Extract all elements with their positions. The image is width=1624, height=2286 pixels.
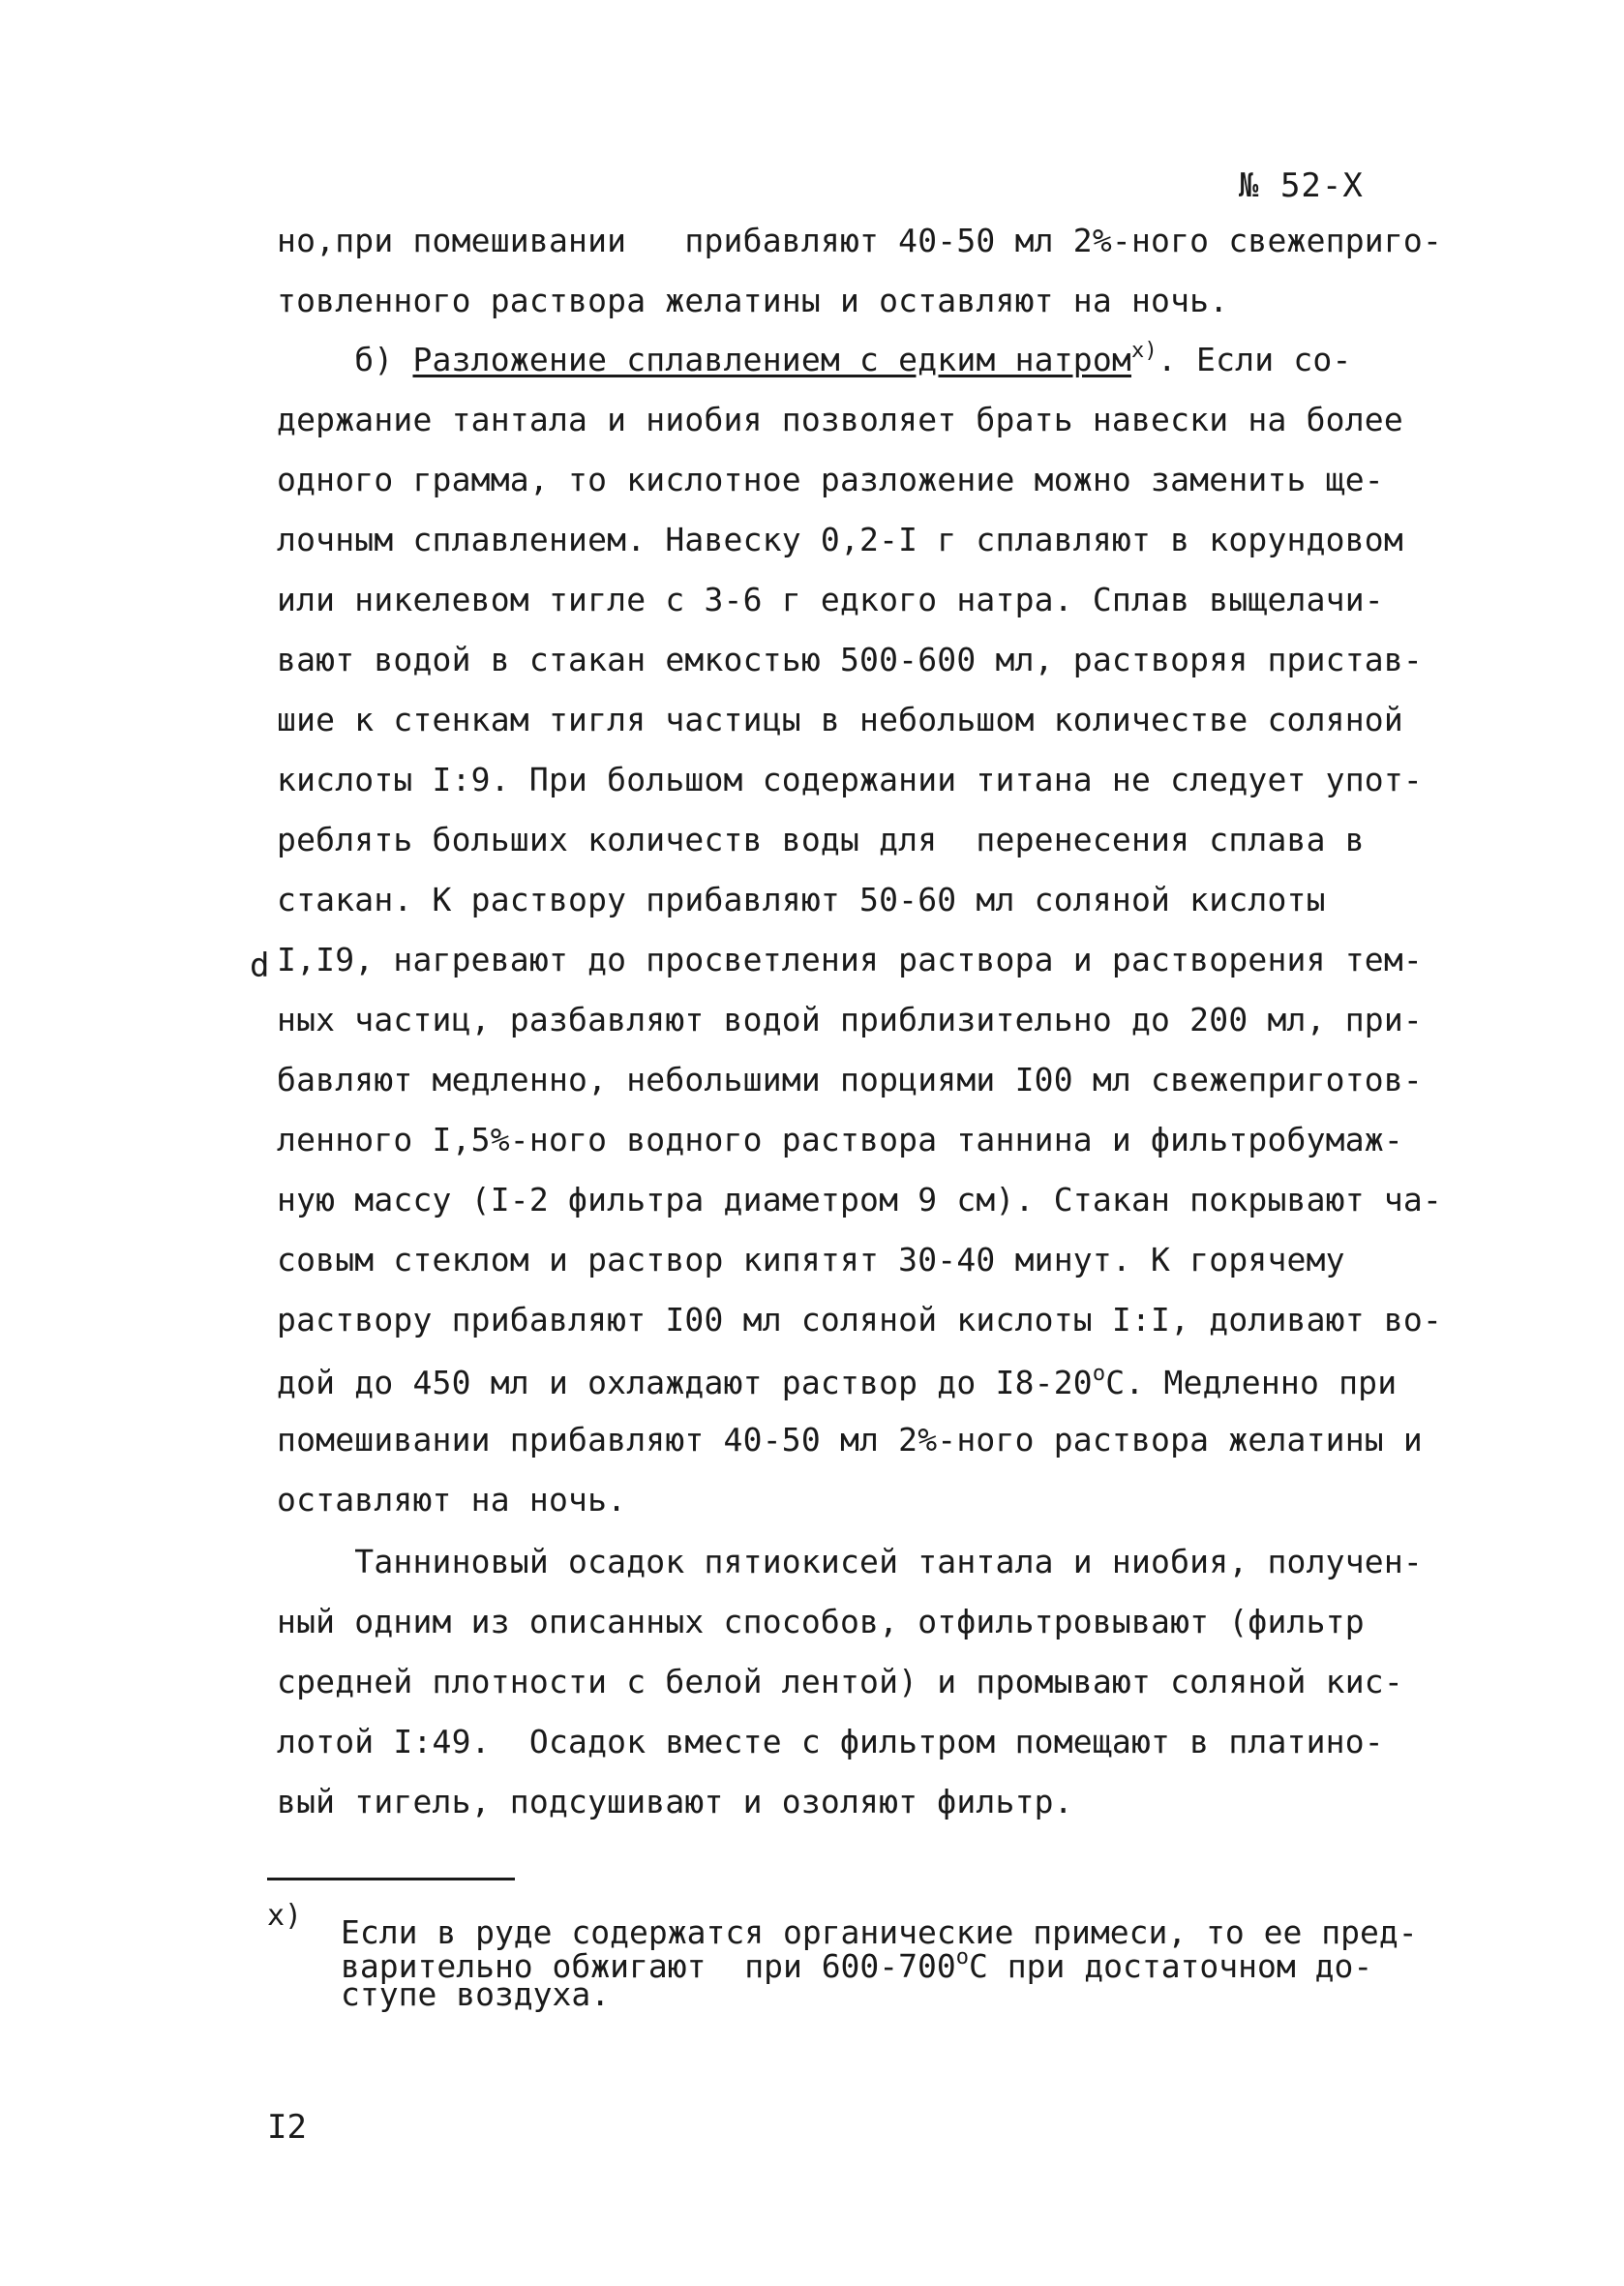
text-line: ных частиц, разбавляют водой приблизительно до 200 мл, при- xyxy=(277,1001,1423,1038)
footnote-rule xyxy=(267,1878,515,1880)
text-line: ную массу (I-2 фильтра диаметром 9 см). Стакан покрывают ча- xyxy=(277,1181,1443,1218)
footnote-line: ступе воздуха. xyxy=(341,1975,611,2013)
text-line: раствору прибавляют I00 мл соляной кислоты I:I, доливают во- xyxy=(277,1301,1443,1339)
text-line: держание тантала и ниобия позволяет брать навески на более xyxy=(277,401,1403,438)
text-line: помешивании прибавляют 40-50 мл 2%-ного раствора желатины и xyxy=(277,1421,1423,1459)
text-fragment: дой до 450 мл и охлаждают раствор до I8-20 xyxy=(277,1364,1093,1401)
text-line: стакан. К раствору прибавляют 50-60 мл соляной кислоты xyxy=(277,881,1326,918)
text-fragment: . Если со- xyxy=(1157,341,1352,378)
page-number: I2 xyxy=(267,2108,307,2147)
text-fragment: С при достаточном до- xyxy=(969,1947,1373,1985)
text-line: Таннинoвый осадок пятиокисей тантала и ниобия, получен- xyxy=(277,1543,1423,1580)
text-line: шие к стенкам тигля частицы в небольшом количестве соляной xyxy=(277,701,1403,738)
footnote-reference: х) xyxy=(1131,339,1158,363)
text-line: бавляют медленно, небольшими порциями I00 мл свежеприготов- xyxy=(277,1061,1423,1098)
text-line: средней плотности с белой лентой) и промывают соляной кис- xyxy=(277,1663,1403,1700)
text-line xyxy=(277,1364,1397,1399)
text-line: товленного раствора желатины и оставляют на ночь. xyxy=(277,282,1229,319)
text-fragment: варительно обжигают при 600-700 xyxy=(341,1947,956,1985)
text-line: ленного I,5%-ного водного раствора таннина и фильтробумаж- xyxy=(277,1121,1403,1158)
text-fragment: С. Медленно при xyxy=(1105,1364,1398,1401)
section-marker: б) xyxy=(277,341,413,378)
footnote-mark: х) xyxy=(267,1899,303,1933)
margin-mark: d xyxy=(250,947,270,985)
section-heading-line xyxy=(277,341,1352,376)
text-line: реблять больших количеств воды для перенесения сплава в xyxy=(277,821,1365,858)
text-line: I,I9, нагревают до просветления раствора и растворения тем- xyxy=(277,941,1423,978)
text-line: вают водой в стакан емкостью 500-600 мл, растворяя пристав- xyxy=(277,641,1423,678)
degree-sign: о xyxy=(955,1945,970,1970)
text-line: кислоты I:9. При большом содержании титана не следует упот- xyxy=(277,761,1423,798)
text-line: совым стеклом и раствор кипятят 30-40 минут. К горячему xyxy=(277,1241,1345,1278)
section-title: Разложение сплавлением с едким натром xyxy=(412,341,1131,378)
text-line: вый тигель, подсушивают и озоляют фильтр. xyxy=(277,1783,1073,1820)
text-line: лочным сплавлением. Навеску 0,2-I г сплавляют в корундовом xyxy=(277,521,1403,558)
text-line: но,при помешивании прибавляют 40-50 мл 2%-ного свежеприго- xyxy=(277,222,1443,259)
footnote-line: Если в руде содержатся органические примеси, то ее пред- xyxy=(341,1913,1418,1951)
text-line: одного грамма, то кислотное разложение можно заменить ще- xyxy=(277,461,1384,498)
text-line: или никелевом тигле с 3-6 г едкого натра. Сплав выщелачи- xyxy=(277,581,1384,618)
text-line: ный одним из описанных способов, отфильтровывают (фильтр xyxy=(277,1603,1365,1640)
text-line: оставляют на ночь. xyxy=(277,1481,627,1519)
document-number: № 52-Х xyxy=(1239,166,1364,205)
degree-sign: о xyxy=(1092,1362,1106,1386)
text-line: лотой I:49. Осадок вместе с фильтром помещают в платино- xyxy=(277,1723,1384,1760)
